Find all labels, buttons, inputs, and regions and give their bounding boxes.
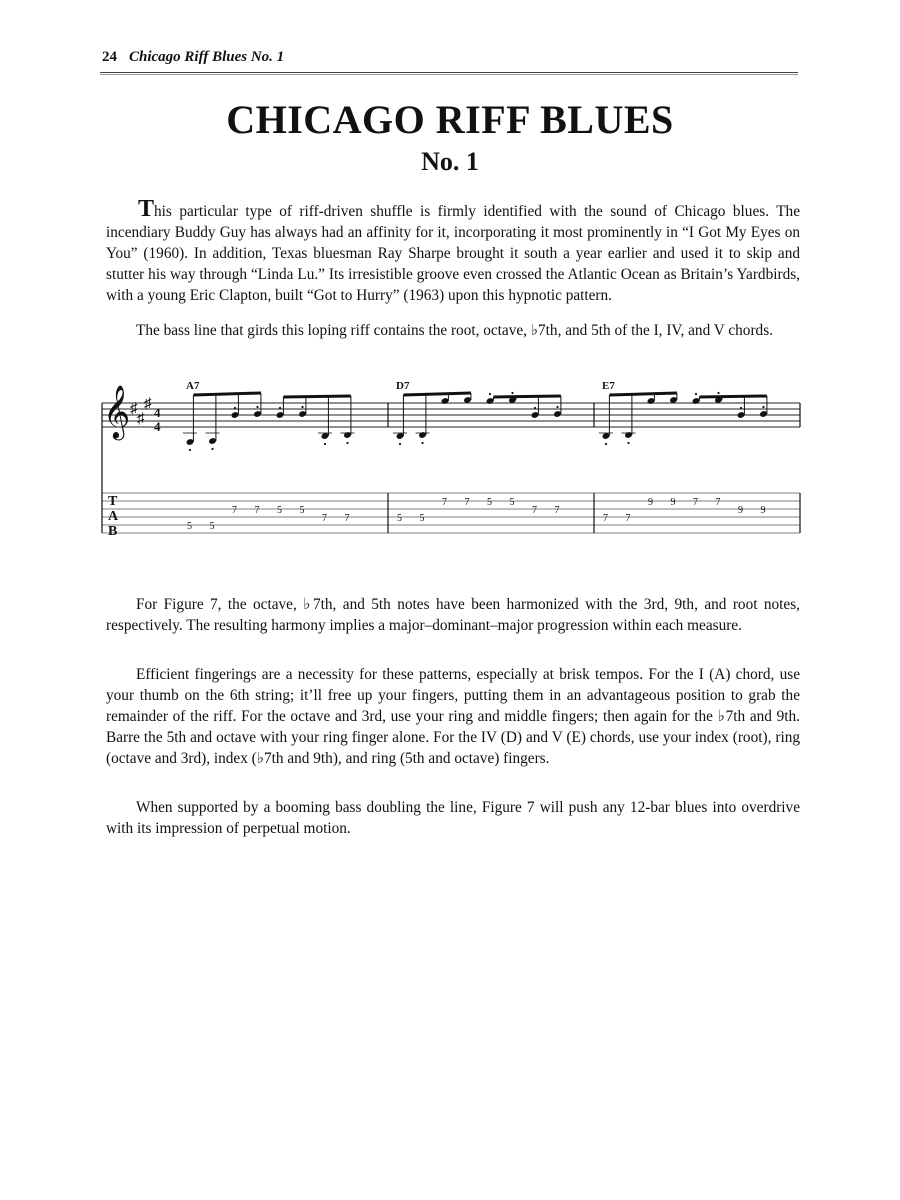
tab-number: 7 xyxy=(625,513,631,524)
beam xyxy=(283,396,351,397)
paragraph-fingerings: Efficient fingerings are a necessity for these patterns, especially at brisk tempos. For the I (A) chord, use your thumb on the 6th string; it’ll free up your fingers, putting them in an advantageous position to grab the remainder of the riff. For the octave and 3rd, use your ring and middle fingers; then again for the ♭7th and 9th. Barre the 5th and octave with your ring finger alone. For the IV (D) and V (E) chords, use your index (root), ring (octave and 3rd), index (♭7th and 9th), and ring (5th and octave) fingers. xyxy=(106,666,800,767)
paragraph-conclusion: When supported by a booming bass doubling the line, Figure 7 will push any 12-bar blues into overdrive with its impression of perpetual motion. xyxy=(106,799,800,837)
music-figure xyxy=(100,375,802,555)
time-signature-bottom: 4 xyxy=(154,419,161,434)
svg-text:♯: ♯ xyxy=(137,411,145,427)
paragraph-bass-line: The bass line that girds this loping riff contains the root, octave, ♭7th, and 5th of the I, IV, and V chords. xyxy=(136,322,773,339)
staccato-dot xyxy=(489,393,491,395)
beam xyxy=(403,393,471,395)
page-subtitle: No. 1 xyxy=(421,147,479,176)
intro-text: his particular type of riff-driven shuffle is firmly identified with the sound of Chicago blues. The incendiary Buddy Guy has always had an affinity for it, incorporating it most prominently in “I Got My Eyes on You” (1960). In addition, Texas bluesman Ray Sharpe brought it south a year earlier and used it to skip and stutter his way through “Linda Lu.” Its irresistible groove even crossed the Atlantic Ocean as Britain’s Yardbirds, with a young Eric Clapton, built “Got to Hurry” (1963) upon this hypnotic pattern. xyxy=(106,203,800,304)
staccato-dot xyxy=(211,448,213,450)
tab-number: 7 xyxy=(532,505,537,516)
time-signature-top: 4 xyxy=(154,405,161,420)
barlines xyxy=(102,403,800,533)
tab-number: 5 xyxy=(419,513,425,524)
tab-number: 7 xyxy=(442,497,447,508)
staccato-dot xyxy=(717,392,719,394)
tab-number: 5 xyxy=(187,521,192,532)
staccato-dot xyxy=(346,442,348,444)
staccato-dot xyxy=(511,392,513,394)
tab-number: 9 xyxy=(648,497,653,508)
tab-number: 7 xyxy=(344,513,350,524)
chord-symbol: A7 xyxy=(186,380,200,392)
staccato-dot xyxy=(399,443,401,445)
tab-number: 9 xyxy=(670,497,676,508)
running-head xyxy=(102,49,284,66)
staccato-dot xyxy=(534,407,536,409)
staccato-dot xyxy=(695,393,697,395)
beam xyxy=(193,393,261,395)
drop-cap: T xyxy=(138,196,155,222)
tab-number: 7 xyxy=(254,505,260,516)
svg-text:♯: ♯ xyxy=(130,401,138,417)
treble-clef-icon xyxy=(103,385,130,440)
tab-number: 7 xyxy=(322,513,327,524)
staff-lines xyxy=(102,403,800,427)
tab-number: 7 xyxy=(554,505,560,516)
tab-clef-a: A xyxy=(108,509,119,524)
intro-paragraph xyxy=(106,196,800,306)
tab-number: 7 xyxy=(693,497,698,508)
staccato-dot xyxy=(627,442,629,444)
staccato-dot xyxy=(301,406,303,408)
tab-number: 9 xyxy=(738,505,743,516)
chord-symbols-layer xyxy=(186,380,615,392)
tab-number: 7 xyxy=(464,497,470,508)
running-title: Chicago Riff Blues No. 1 xyxy=(129,49,285,65)
header-rule xyxy=(100,72,798,75)
staccato-dot xyxy=(279,407,281,409)
staccato-dot xyxy=(762,406,764,408)
tab-number: 7 xyxy=(232,505,237,516)
tab-number: 5 xyxy=(487,497,492,508)
beam xyxy=(609,393,677,395)
tab-clef-t: T xyxy=(108,494,118,509)
key-signature-sharps xyxy=(130,396,152,427)
staccato-dot xyxy=(421,442,423,444)
tab-number: 5 xyxy=(209,521,215,532)
staccato-dot xyxy=(324,443,326,445)
tab-number: 5 xyxy=(509,497,515,508)
tab-number: 7 xyxy=(715,497,721,508)
staccato-dot xyxy=(605,443,607,445)
tab-number: 7 xyxy=(603,513,608,524)
beam xyxy=(493,396,561,397)
tab-clef-b: B xyxy=(108,524,118,539)
paragraph-harmony: For Figure 7, the octave, ♭7th, and 5th notes have been harmonized with the 3rd, 9th, and root notes, respectively. The resulting harmony implies a major–dominant–major progression within each measure. xyxy=(106,596,800,634)
staccato-dot xyxy=(256,406,258,408)
tab-numbers-layer xyxy=(187,497,766,532)
page-title: CHICAGO RIFF BLUES xyxy=(226,97,674,142)
staccato-dot xyxy=(556,406,558,408)
chord-symbol: D7 xyxy=(396,380,410,392)
svg-text:♯: ♯ xyxy=(144,396,152,412)
staccato-dot xyxy=(234,407,236,409)
staccato-dot xyxy=(189,449,191,451)
staccato-dot xyxy=(740,407,742,409)
page-number: 24 xyxy=(102,49,117,65)
tab-number: 5 xyxy=(299,505,305,516)
tab-number: 9 xyxy=(760,505,766,516)
notation-svg xyxy=(100,375,802,555)
chord-symbol: E7 xyxy=(602,380,615,392)
beam xyxy=(699,396,767,397)
svg-text:𝄞: 𝄞 xyxy=(103,386,131,437)
tab-number: 5 xyxy=(397,513,402,524)
tab-number: 5 xyxy=(277,505,282,516)
